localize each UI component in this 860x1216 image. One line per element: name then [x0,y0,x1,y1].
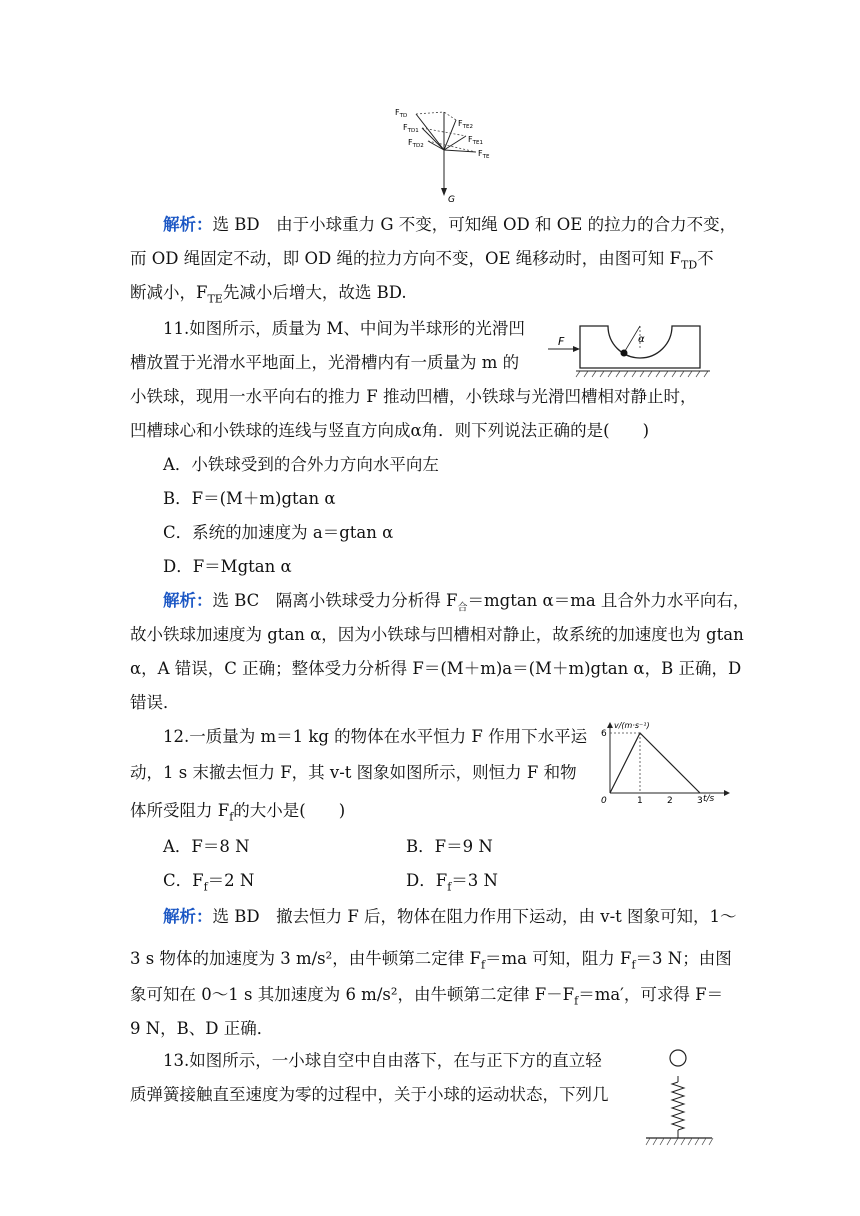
groove-diagram [540,318,722,380]
ball [670,1050,686,1066]
q12-option-b: B．F＝9 N [406,837,493,856]
q11-line-3: 小铁球，现用一水平向右的推力 F 推动凹槽，小铁球与光滑凹槽相对静止时， [130,387,697,406]
label-ftd1: $F_{TD1}$ [403,123,419,134]
y-tick-label: 6 [601,729,607,739]
force-diagram [392,100,502,208]
sol11-line-3: α，A 错误，C 正确；整体受力分析得 F＝(M＋m)a＝(M＋m)gtan α，B 正确，D [130,659,742,678]
label-alpha: α [638,334,645,345]
sol11-line-1: 解析：选 BC 隔离小铁球受力分析得 $F_合=mgtan$ α＝ma 且合外力水平向右， [163,591,750,614]
label-fte2: $F_{TE2}$ [458,119,473,130]
q11-option-c: C．系统的加速度为 a＝gtan α [163,523,394,542]
x-tick-label: 2 [667,796,673,804]
spring-diagram [640,1046,716,1150]
sol11-line-4: 错误． [130,693,180,712]
force-diagram-svg [392,100,502,208]
sol12-line-1: 解析：选 BD 撤去恒力 F 后，物体在阻力作用下运动，由 v-t 图象可知，1～ [163,907,737,926]
q12-line-3: 体所受阻力 $F_f$的大小是( ) [130,801,346,824]
q11-option-a: A．小铁球受到的合外力方向水平向左 [163,455,439,474]
sol10-line-1: 解析：选 BD 由于小球重力 G 不变，可知绳 OD 和 OE 的拉力的合力不变， [163,215,737,234]
q13-line-1: 13.如图所示，一小球自空中自由落下，在与正下方的直立轻 [163,1051,602,1070]
y-axis-label: v/(m·s⁻¹) [614,721,650,730]
velocity-line [610,733,700,793]
iron-ball [621,350,628,357]
x-axis-label: t/s [703,794,715,804]
q12-option-d: D．$F_f=3$ N [406,871,498,894]
sol12-line-2: 3 s 物体的加速度为 3 m/s²，由牛顿第二定律 $F_f=ma$ 可知，阻力 $F_f=3$ N；由图 [130,949,732,972]
label-fte1: $F_{TE1}$ [468,135,483,146]
label-fte: $F_{TE}$ [478,149,490,160]
q11-line-2: 槽放置于光滑水平地面上，光滑槽内有一质量为 m 的 [130,353,520,372]
q12-line-1: 12.一质量为 m＝1 kg 的物体在水平恒力 F 作用下水平运 [163,727,588,746]
q12-option-a: A．F＝8 N [163,837,250,856]
sol10-line-2: 而 OD 绳固定不动，即 OD 绳的拉力方向不变，OE 绳移动时，由图可知 $F_{TD}$不 [130,249,714,272]
spring [672,1082,684,1130]
q12-option-c: C．$F_f=2$ N [163,871,255,894]
q12-line-2: 动，1 s 末撤去恒力 F，其 v-t 图象如图所示，则恒力 F 和物 [130,763,577,782]
x-tick-label: 3 [697,796,703,804]
q13-line-2: 质弹簧接触直至速度为零的过程中，关于小球的运动状态，下列几 [130,1085,609,1104]
sol10-line-3: 断减小，$F_{TE}$先减小后增大，故选 BD. [130,283,407,306]
solution-tag: 解析： [163,215,213,234]
q11-line-1: 11.如图所示，质量为 M、中间为半球形的光滑凹 [163,319,525,338]
q11-option-b: B．F＝(M＋m)gtan α [163,489,336,508]
sol12-line-3: 象可知在 0～1 s 其加速度为 6 m/s²，由牛顿第二定律 $F-F_f=ma'$，可求得 F＝ [130,985,724,1008]
sol12-line-4: 9 N，B、D 正确． [130,1019,274,1038]
label-force-f: F [558,335,565,348]
sol11-line-2: 故小铁球加速度为 gtan α，因为小铁球与凹槽相对静止，故系统的加速度也为 gtan [130,625,744,644]
label-ftd: $F_{TD}$ [395,108,408,119]
vt-chart [596,718,736,804]
q11-line-4: 凹槽球心和小铁球的连线与竖直方向成α角．则下列说法正确的是( ) [130,421,650,440]
x-tick-label: 1 [637,796,643,804]
label-g: G [448,195,455,205]
q11-option-d: D．F＝Mgtan α [163,557,292,576]
vt-chart-svg [596,718,736,804]
x-tick-label: 0 [601,796,607,804]
label-ftd2: $F_{TD2}$ [408,138,424,149]
